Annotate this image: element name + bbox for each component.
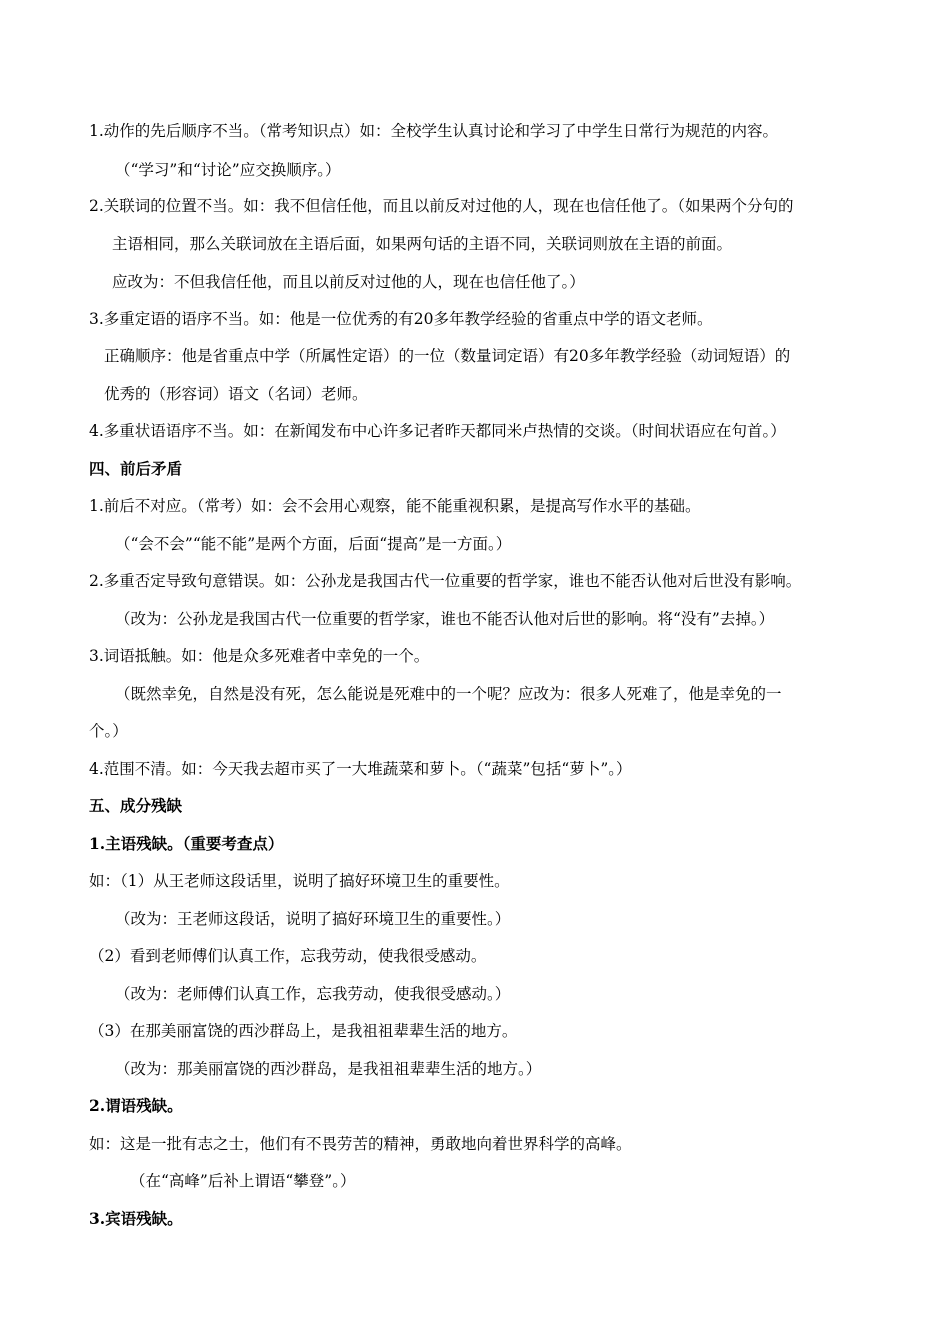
text-line: 正确顺序：他是省重点中学（所属性定语）的一位（数量词定语）有20多年教学经验（动词短语）的 bbox=[104, 347, 791, 365]
text-line: 如：这是一批有志之士，他们有不畏劳苦的精神，勇敢地向着世界科学的高峰。 bbox=[89, 1135, 632, 1153]
text-line: （改为：老师傅们认真工作，忘我劳动，使我很受感动。） bbox=[115, 985, 511, 1003]
text-line: （“会不会”“能不能”是两个方面，后面“提高”是一方面。） bbox=[115, 535, 512, 553]
text-line: 主语相同，那么关联词放在主语后面，如果两句话的主语不同，关联词则放在主语的前面。 bbox=[112, 235, 733, 253]
text-line: 4.范围不清。如：今天我去超市买了一大堆蔬菜和萝卜。（“蔬菜”包括“萝卜”。） bbox=[89, 760, 632, 778]
text-line: （既然幸免，自然是没有死，怎么能说是死难中的一个呢？应改为：很多人死难了，他是幸免的一 bbox=[115, 685, 782, 703]
text-line: 4.多重状语语序不当。如：在新闻发布中心许多记者昨天都同米卢热情的交谈。（时间状语应在句首。） bbox=[89, 422, 786, 440]
text-line: （“学习”和“讨论”应交换顺序。） bbox=[115, 161, 341, 179]
text-line: （3）在那美丽富饶的西沙群岛上，是我祖祖辈辈生活的地方。 bbox=[89, 1022, 518, 1040]
subsection-heading: 2.谓语残缺。 bbox=[89, 1096, 183, 1115]
text-line: 1.前后不对应。（常考）如：会不会用心观察，能不能重视积累，是提高写作水平的基础。 bbox=[89, 497, 701, 515]
text-line: 如：（1）从王老师这段话里，说明了搞好环境卫生的重要性。 bbox=[89, 872, 510, 890]
text-line: 2.关联词的位置不当。如：我不但信任他，而且以前反对过他的人，现在也信任他了。（如果两个分句的 bbox=[89, 197, 794, 215]
text-line: （2）看到老师傅们认真工作，忘我劳动，使我很受感动。 bbox=[89, 947, 487, 965]
text-line: （在“高峰”后补上谓语“攀登”。） bbox=[130, 1172, 356, 1190]
text-line: 3.多重定语的语序不当。如：他是一位优秀的有20多年教学经验的省重点中学的语文老师。 bbox=[89, 310, 713, 328]
subsection-heading: 3.宾语残缺。 bbox=[89, 1209, 183, 1228]
text-line: （改为：王老师这段话，说明了搞好环境卫生的重要性。） bbox=[115, 910, 511, 928]
text-line: 3.词语抵触。如：他是众多死难者中幸免的一个。 bbox=[89, 647, 430, 665]
section-heading: 四、前后矛盾 bbox=[89, 459, 183, 478]
section-heading: 五、成分残缺 bbox=[89, 796, 183, 815]
text-line: 1.动作的先后顺序不当。（常考知识点）如：全校学生认真讨论和学习了中学生日常行为规范的内容。 bbox=[89, 122, 779, 140]
text-line: 应改为：不但我信任他，而且以前反对过他的人，现在也信任他了。） bbox=[112, 273, 585, 291]
text-line: 优秀的（形容词）语文（名词）老师。 bbox=[104, 385, 368, 403]
text-line: 个。） bbox=[89, 722, 128, 740]
text-line: （改为：公孙龙是我国古代一位重要的哲学家，谁也不能否认他对后世的影响。将“没有”去掉。） bbox=[115, 610, 775, 628]
text-line: （改为：那美丽富饶的西沙群岛，是我祖祖辈辈生活的地方。） bbox=[115, 1060, 542, 1078]
text-line: 2.多重否定导致句意错误。如：公孙龙是我国古代一位重要的哲学家，谁也不能否认他对后世没有影响。 bbox=[89, 572, 802, 590]
subsection-heading: 1.主语残缺。（重要考查点） bbox=[89, 834, 284, 853]
